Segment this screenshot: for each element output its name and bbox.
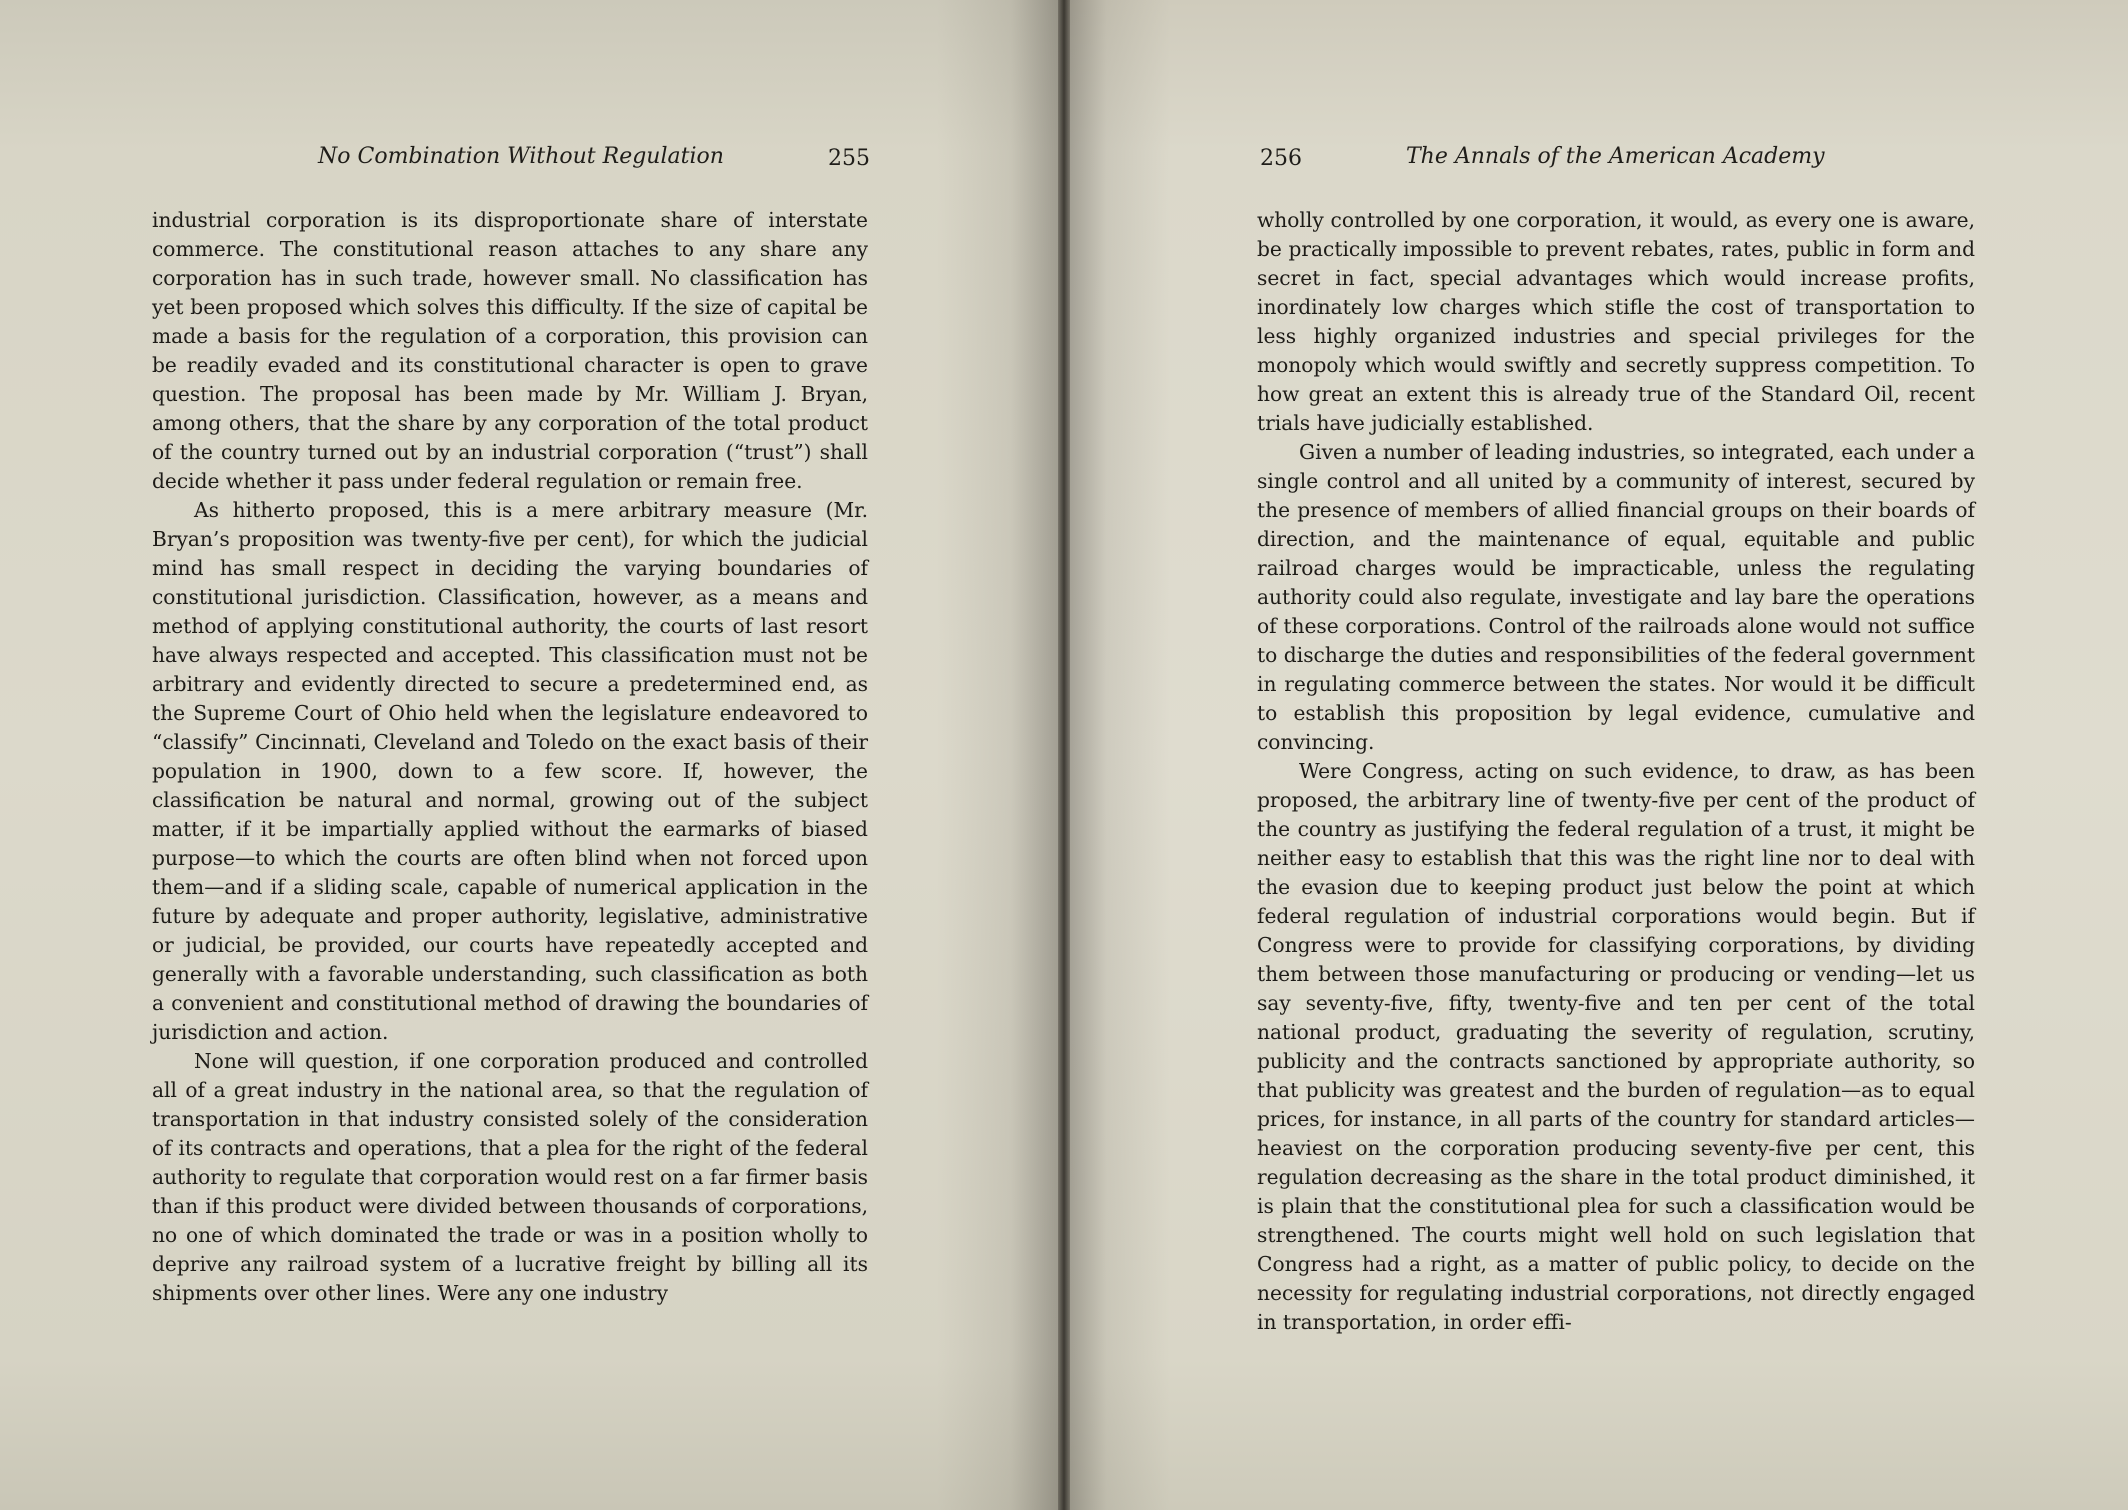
left-paragraph-1: industrial corporation is its disproportionate share of interstate commerce. The constitutional reason attaches to any share any corporation has in such trade, however small. No classification has yet been proposed which solves this difficulty. If the size of capital be made a basis for the regulation of a corporation, this provision can be readily evaded and its constitutional character is open to grave question. The proposal has been made by Mr. William J. Bryan, among others, that the share by any corporation of the total product of the country turned out by an industrial corporation (“trust”) shall decide whether it pass under federal regulation or remain free. [152, 208, 868, 493]
left-paragraph-3: None will question, if one corporation produced and controlled all of a great industry in the national area, so that the regulation of transportation in that industry consisted solely of the consideration of its contracts and operations, that a plea for the right of the federal authority to regulate that corporation would rest on a far firmer basis than if this product were divided between thousands of corporations, no one of which dominated the trade or was in a position wholly to deprive any railroad system of a lucrative freight by billing all its shipments over other lines. Were any one industry [152, 1049, 868, 1305]
left-running-head [318, 144, 870, 178]
left-running-title: No Combination Without Regulation [318, 144, 724, 169]
right-paragraph-1: wholly controlled by one corporation, it would, as every one is aware, be practically impossible to prevent rebates, rates, public in form and secret in fact, special advantages which would increase profits, inordinately low charges which stifle the cost of transportation to less highly organized industries and special privileges for the monopoly which would swiftly and secretly suppress competition. To how great an extent this is already true of the Standard Oil, recent trials have judicially established. [1257, 208, 1975, 435]
right-page [1064, 0, 2128, 1510]
right-running-head [1260, 144, 1825, 178]
right-paragraph-3: Were Congress, acting on such evidence, to draw, as has been proposed, the arbitrary line of twenty-five per cent of the product of the country as justifying the federal regulation of a trust, it might be neither easy to establish that this was the right line nor to deal with the evasion due to keeping product just below the point at which federal regulation of industrial corporations would begin. But if Congress were to provide for classifying corporations, by dividing them between those manufacturing or producing or vending—let us say seventy-five, fifty, twenty-five and ten per cent of the total national product, graduating the severity of regulation, scrutiny, publicity and the contracts sanctioned by appropriate authority, so that publicity was greatest and the burden of regulation—as to equal prices, for instance, in all parts of the country for standard articles—heaviest on the corporation producing seventy-five per cent, this regulation decreasing as the share in the total product diminished, it is plain that the constitutional plea for such a classification would be strengthened. The courts might well hold on such legislation that Congress had a right, as a matter of public policy, to decide on the necessity for regulating industrial corporations, not directly engaged in transportation, in order effi- [1257, 759, 1975, 1334]
right-page-number: 256 [1260, 146, 1302, 171]
right-text-block [1257, 206, 1975, 1337]
left-paragraph-2: As hitherto proposed, this is a mere arbitrary measure (Mr. Bryan’s proposition was twenty-five per cent), for which the judicial mind has small respect in deciding the varying boundaries of constitutional jurisdiction. Classification, however, as a means and method of applying constitutional authority, the courts of last resort have always respected and accepted. This classification must not be arbitrary and evidently directed to secure a predetermined end, as the Supreme Court of Ohio held when the legislature endeavored to “classify” Cincinnati, Cleveland and Toledo on the exact basis of their population in 1900, down to a few score. If, however, the classification be natural and normal, growing out of the subject matter, if it be impartially applied without the earmarks of biased purpose—to which the courts are often blind when not forced upon them—and if a sliding scale, capable of numerical application in the future by adequate and proper authority, legislative, administrative or judicial, be provided, our courts have repeatedly accepted and generally with a favorable understanding, such classification as both a convenient and constitutional method of drawing the boundaries of jurisdiction and action. [152, 498, 868, 1044]
left-page-number: 255 [828, 146, 870, 171]
book-gutter [1058, 0, 1070, 1510]
right-paragraph-2: Given a number of leading industries, so integrated, each under a single control and all united by a community of interest, secured by the presence of members of allied financial groups on their boards of direction, and the maintenance of equal, equitable and public railroad charges would be impracticable, unless the regulating authority could also regulate, investigate and lay bare the operations of these corporations. Control of the railroads alone would not suffice to discharge the duties and responsibilities of the federal government in regulating commerce between the states. Nor would it be difficult to establish this proposition by legal evidence, cumulative and convincing. [1257, 440, 1975, 754]
right-running-title: The Annals of the American Academy [1406, 144, 1825, 169]
left-text-block [152, 206, 868, 1308]
